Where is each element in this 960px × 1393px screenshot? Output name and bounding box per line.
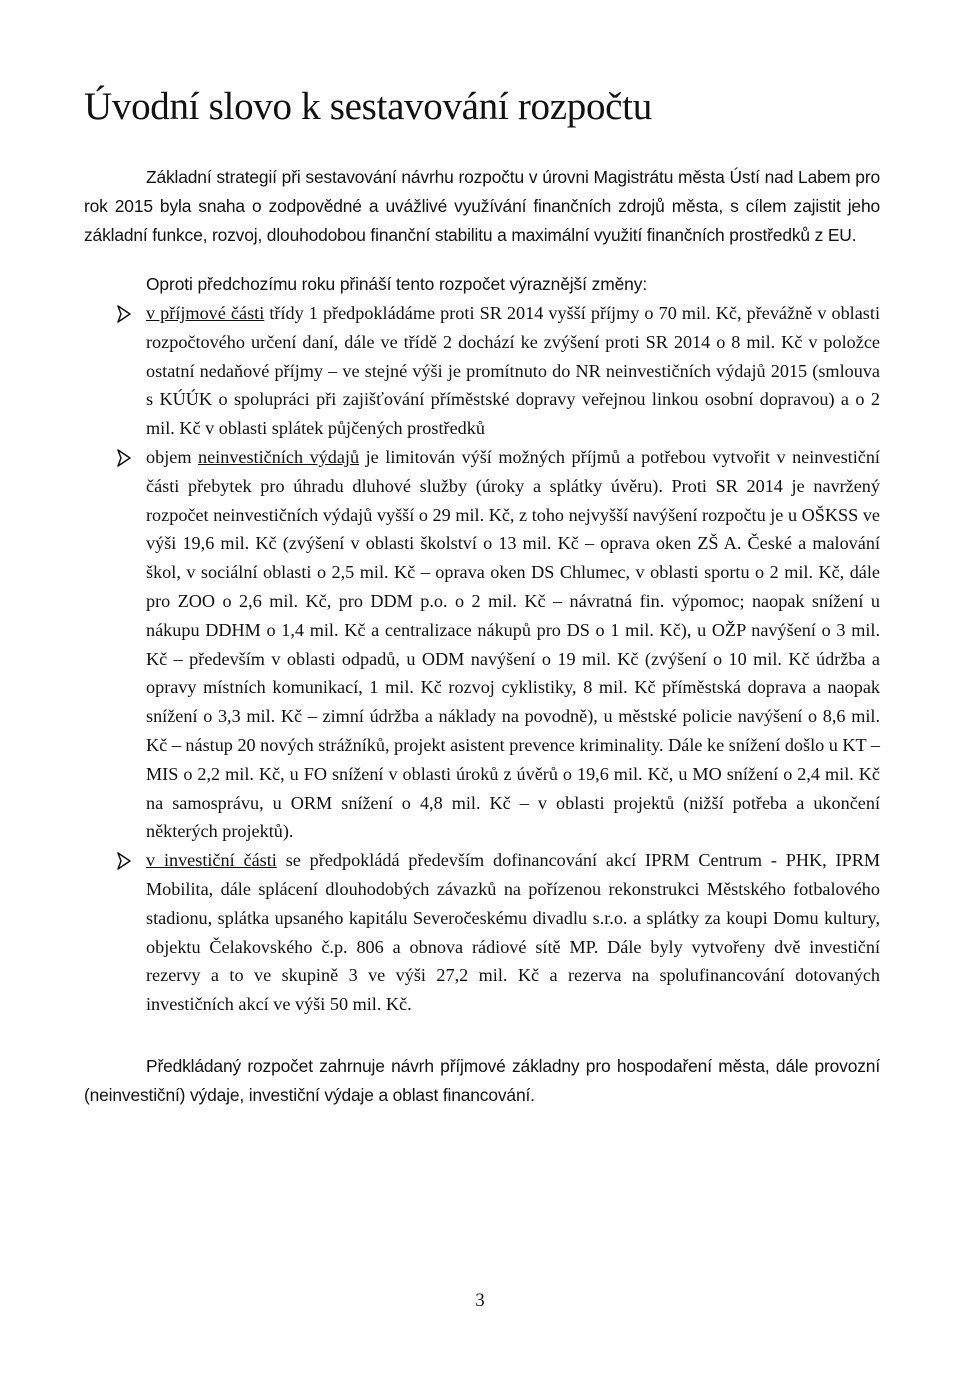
bullet-text-revenue [146, 299, 880, 443]
bullet-text-investment [146, 846, 880, 1019]
list-item [84, 299, 880, 443]
intro-paragraph: Základní strategií při sestavování návrhu rozpočtu v úrovni Magistrátu města Ústí nad Labem pro rok 2015 byla snaha o zodpovědné a uvážlivé využívání finančních zdrojů města, s cílem zajistit jeho základní funkce, rozvoj, dlouhodobou finanční stabilitu a maximální využití finančních prostředků z EU. [84, 167, 880, 245]
page-title: Úvodní slovo k sestavování rozpočtu [84, 85, 652, 128]
bullet-text-expenses [146, 443, 880, 846]
expenses-underline: neinvestičních výdajů [198, 446, 360, 467]
investment-rest: se předpokládá především dofinancování akcí IPRM Centrum - PHK, IPRM Mobilita, dále splácení dlouhodobých závazků na pořízenou rekonstrukci Městského fotbalového stadionu, splátka upsaného kapitálu Severočeskému divadlu s.r.o. a splátky za koupi Domu kultury, objektu Čelakovského č.p. 806 a obnova rádiové sítě MP. Dále byly vytvořeny dvě investiční rezervy a to ve skupině 3 ve výši 27,2 mil. Kč a rezerva na spolufinancování dotovaných investičních akcí ve výši 50 mil. Kč. [146, 850, 881, 1015]
arrow-bullet-icon [116, 852, 132, 870]
changes-list [84, 299, 880, 1019]
arrow-bullet-icon [116, 305, 132, 323]
document-page [84, 84, 880, 1110]
revenue-rest: Kč, převážně v oblasti rozpočtového určení daní, dále ve třídě 2 dochází ke zvýšení proti SR 2014 o 8 mil. Kč v položce ostatní nedaňové příjmy – ve stejné výši je promítnuto do NR neinvestičních výdajů 2015 (smlouva s KÚÚK o spolupráci při zajišťování příměstské dopravy veřejnou linkou osobní dopravou) a o 2 mil. Kč v oblasti splátek půjčených prostředků [146, 303, 880, 439]
list-item [84, 846, 880, 1019]
arrow-bullet-icon [116, 449, 132, 467]
outro-paragraph: Předkládaný rozpočet zahrnuje návrh příjmové základny pro hospodaření města, dále provozní (neinvestiční) výdaje, investiční výdaje a oblast financování. [84, 1055, 880, 1105]
expenses-pre: objem [146, 446, 198, 467]
changes-lead: Oproti předchozímu roku přináší tento rozpočet výraznější změny: [146, 274, 648, 294]
list-item [84, 443, 880, 846]
expenses-rest: je limitován výší možných příjmů a potřebou vytvořit v neinvestiční části přebytek pro úhradu dluhové služby (úroky a splátky úvěru). Proti SR 2014 je navržený rozpočet neinvestičních výdajů vyšší o 29 mil. Kč, z toho nejvyšší navýšení rozpočtu je u OŠKSS ve výši 19,6 mil. Kč (zvýšení v oblasti školství o 13 mil. Kč – oprava oken ZŠ A. České a malování škol, v sociální oblasti o 2,5 mil. Kč – oprava oken DS Chlumec, v oblasti sportu o 2 mil. Kč, dále pro ZOO o 2,6 mil. Kč, pro DDM p.o. o 2 mil. Kč – návratná fin. výpomoc; naopak snížení u nákupu DDHM o 1,4 mil. Kč a centralizace nákupů pro DS o 1 mil. Kč), u OŽP navýšení o 3 mil. Kč – především v oblasti odpadů, u ODM navýšení o 19 mil. Kč (zvýšení o 10 mil. Kč údržba a opravy místních komunikací, 1 mil. Kč rozvoj cyklistiky, 8 mil. Kč příměstská doprava a naopak snížení o 3,3 mil. Kč – zimní údržba a náklady na povodně), u městské policie navýšení o 8,6 mil. Kč – nástup 20 nových strážníků, projekt asistent prevence kriminality. Dále ke snížení došlo u KT – MIS o 2,2 mil. Kč, u FO snížení v oblasti úroků z úvěrů o 19,6 mil. Kč, u MO snížení o 2,4 mil. Kč na samosprávu, u ORM snížení o 4,8 mil. Kč – v oblasti projektů (nižší potřeba a ukončení některých projektů). [146, 446, 880, 842]
revenue-lead-rest: třídy 1 předpokládáme proti SR 2014 vyšší příjmy o 70 mil. [264, 303, 711, 323]
page-number: 3 [475, 1290, 485, 1311]
investment-underline: v investiční části [146, 850, 277, 871]
revenue-lead-span [146, 303, 711, 323]
revenue-underline: v příjmové části [146, 303, 265, 323]
